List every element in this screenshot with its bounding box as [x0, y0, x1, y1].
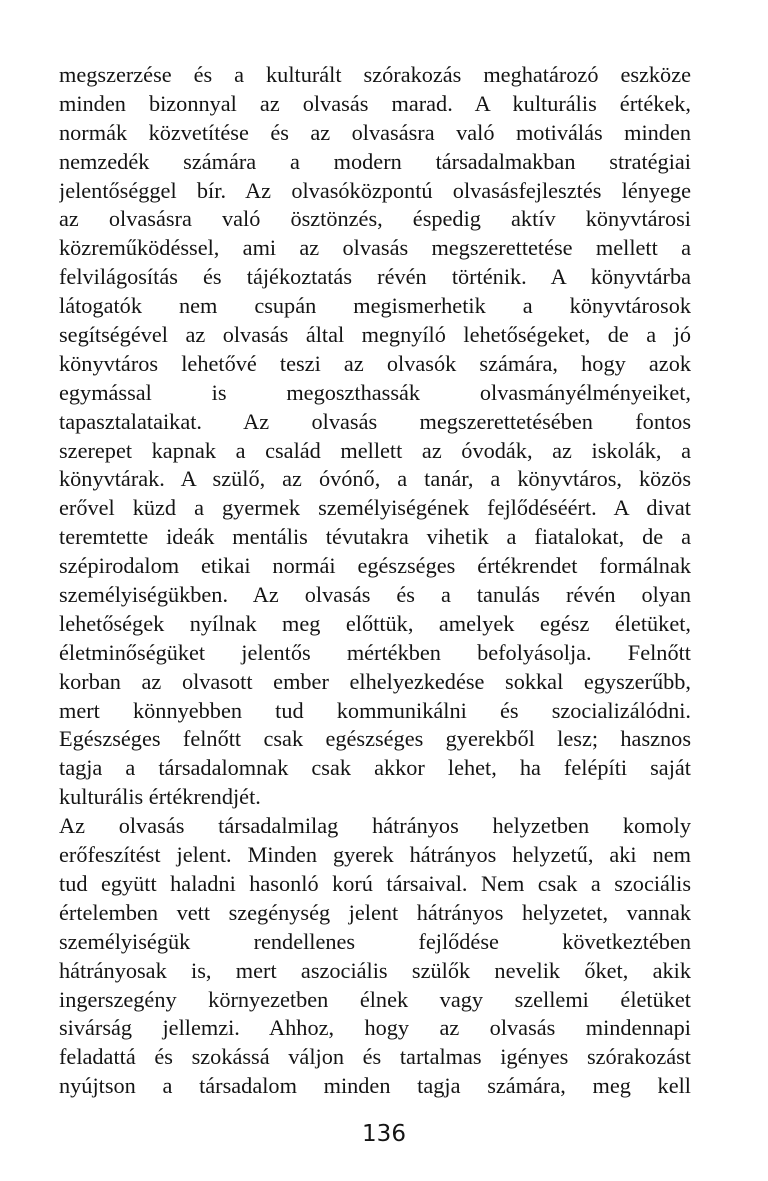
- text-line: személyiségük rendellenes fejlődése következtében: [59, 928, 691, 954]
- text-line: lehetőségek nyílnak meg előttük, amelyek egész életüket,: [59, 610, 691, 636]
- text-line: feladattá és szokássá váljon és tartalmas igényes szórakozást: [59, 1044, 691, 1070]
- text-line: szerepet kapnak a család mellett az óvodák, az iskolák, a: [59, 437, 691, 463]
- text-line: kulturális értékrendjét.: [59, 784, 261, 810]
- text-line: sivárság jellemzi. Ahhoz, hogy az olvasás mindennapi: [59, 1015, 691, 1041]
- paragraph-2: [59, 812, 691, 1101]
- text-line: könyvtáros lehetővé teszi az olvasók számára, hogy azok: [59, 350, 691, 376]
- text-line: Egészséges felnőtt csak egészséges gyerekből lesz; hasznos: [59, 726, 691, 752]
- text-line: ingerszegény környezetben élnek vagy szellemi életüket: [59, 986, 691, 1012]
- text-line: személyiségükben. Az olvasás és a tanulás révén olyan: [59, 582, 691, 608]
- text-line: tud együtt haladni hasonló korú társaival. Nem csak a szociális: [59, 870, 691, 896]
- text-line: normák közvetítése és az olvasásra való motiválás minden: [59, 119, 691, 145]
- text-line: felvilágosítás és tájékoztatás révén történik. A könyvtárba: [59, 264, 691, 290]
- paragraph-1: [59, 61, 691, 812]
- text-line: erőfeszítést jelent. Minden gyerek hátrányos helyzetű, aki nem: [59, 842, 691, 868]
- text-line: mert könnyebben tud kommunikálni és szocializálódni.: [59, 697, 691, 723]
- text-line: értelemben vett szegénység jelent hátrányos helyzetet, vannak: [59, 899, 691, 925]
- text-line: minden bizonnyal az olvasás marad. A kulturális értékek,: [59, 90, 691, 116]
- text-line: tagja a társadalomnak csak akkor lehet, ha felépíti saját: [59, 755, 691, 781]
- text-line: egymással is megoszthassák olvasmányélményeiket,: [59, 379, 691, 405]
- text-line: Az olvasás társadalmilag hátrányos helyzetben komoly: [59, 813, 691, 839]
- text-line: az olvasásra való ösztönzés, éspedig aktív könyvtárosi: [59, 206, 691, 232]
- text-line: életminőségüket jelentős mértékben befolyásolja. Felnőtt: [59, 639, 691, 665]
- text-line: közreműködéssel, ami az olvasás megszerettetése mellett a: [59, 235, 691, 261]
- text-line: tapasztalataikat. Az olvasás megszerettetésében fontos: [59, 408, 691, 434]
- text-line: erővel küzd a gyermek személyiségének fejlődéséért. A divat: [59, 495, 691, 521]
- text-line: nemzedék számára a modern társadalmakban stratégiai: [59, 148, 691, 174]
- text-line: nyújtson a társadalom minden tagja számára, meg kell: [59, 1073, 691, 1099]
- text-line: könyvtárak. A szülő, az óvónő, a tanár, a könyvtáros, közös: [59, 466, 691, 492]
- page-body: [59, 61, 691, 1101]
- page-number: 136: [362, 1121, 406, 1147]
- text-line: látogatók nem csupán megismerhetik a könyvtárosok: [59, 293, 691, 319]
- text-line: hátrányosak is, mert aszociális szülők nevelik őket, akik: [59, 957, 691, 983]
- text-line: teremtette ideák mentális tévutakra vihetik a fiatalokat, de a: [59, 524, 691, 550]
- text-line: segítségével az olvasás által megnyíló lehetőségeket, de a jó: [59, 322, 691, 348]
- text-line: megszerzése és a kulturált szórakozás meghatározó eszköze: [59, 62, 691, 87]
- text-line: szépirodalom etikai normái egészséges értékrendet formálnak: [59, 553, 691, 579]
- text-line: jelentőséggel bír. Az olvasóközpontú olvasásfejlesztés lényege: [59, 177, 691, 203]
- text-line: korban az olvasott ember elhelyezkedése sokkal egyszerűbb,: [59, 668, 691, 694]
